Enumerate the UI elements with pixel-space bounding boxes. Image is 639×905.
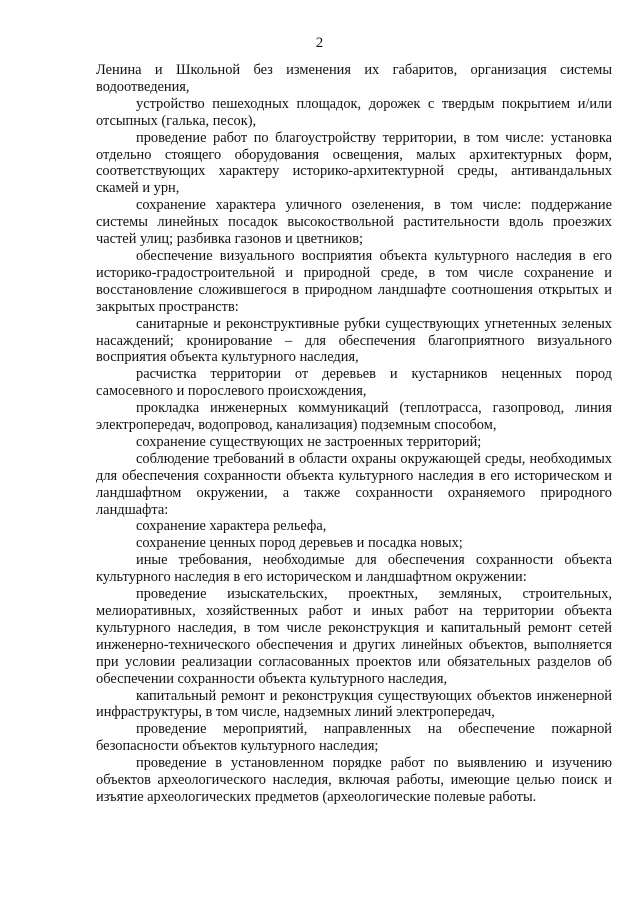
paragraph: проведение в установленном порядке работ по выявлению и изучению объектов археологического наследия, включая работы, имеющие целью поиск и изъятие археологических предметов (археологические полевые работы. bbox=[96, 755, 612, 805]
paragraph: сохранение характера рельефа, bbox=[136, 518, 327, 535]
paragraph: соблюдение требований в области охраны окружающей среды, необходимых для обеспечения сохранности объекта культурного наследия в его историческом и ландшафтном окружении, а также сохранности охраняемого природного ландшафта: bbox=[96, 450, 612, 518]
paragraph: проведение мероприятий, направленных на обеспечение пожарной безопасности объектов культурного наследия; bbox=[96, 721, 612, 755]
paragraph: проведение изыскательских, проектных, земляных, строительных, мелиоративных, хозяйственных работ и иных работ на территории объекта культурного наследия, в том числе реконструкция и капитальный ремонт сетей инженерно-технического обеспечения и других линейных объектов, выполняется при условии реализации согласованных проектов или обязательных разделов об обеспечении сохранности объекта культурного наследия, bbox=[96, 586, 612, 687]
paragraph: сохранение характера уличного озеленения, в том числе: поддержание системы линейных посадок высокоствольной растительности вдоль проезжих частей улиц; разбивка газонов и цветников; bbox=[96, 197, 612, 248]
paragraph: иные требования, необходимые для обеспечения сохранности объекта культурного наследия в его историческом и ландшафтном окружении: bbox=[96, 552, 612, 586]
paragraph: Ленина и Школьной без изменения их габаритов, организация системы водоотведения, bbox=[96, 62, 612, 95]
paragraph: капитальный ремонт и реконструкция существующих объектов инженерной инфраструктуры, в том числе, надземных линий электропередач, bbox=[96, 687, 612, 721]
paragraph: сохранение ценных пород деревьев и посадка новых; bbox=[136, 535, 463, 552]
paragraph: сохранение существующих не застроенных территорий; bbox=[136, 433, 482, 450]
paragraph: обеспечение визуального восприятия объекта культурного наследия в его историко-градостроительной и природной среде, в том числе сохранение и восстановление сложившегося в природном ландшафте соотношения открытых и закрытых пространств: bbox=[96, 247, 612, 315]
paragraph: прокладка инженерных коммуникаций (теплотрасса, газопровод, линия электропередач, водопровод, канализация) подземным способом, bbox=[96, 400, 612, 434]
page-number: 2 bbox=[315, 35, 324, 51]
paragraph: санитарные и реконструктивные рубки существующих угнетенных зеленых насаждений; кронирование – для обеспечения благоприятного визуального восприятия объекта культурного наследия, bbox=[96, 315, 612, 366]
document-body bbox=[96, 62, 612, 806]
paragraph: проведение работ по благоустройству территории, в том числе: установка отдельно стоящего оборудования освещения, малых архитектурных форм, соответствующих характеру историко-архитектурной среды, антивандальных скамей и урн, bbox=[96, 129, 612, 197]
paragraph: расчистка территории от деревьев и кустарников неценных пород самосевного и порослевого происхождения, bbox=[96, 366, 612, 400]
paragraph: устройство пешеходных площадок, дорожек с твердым покрытием и/или отсыпных (галька, песок), bbox=[96, 95, 612, 129]
